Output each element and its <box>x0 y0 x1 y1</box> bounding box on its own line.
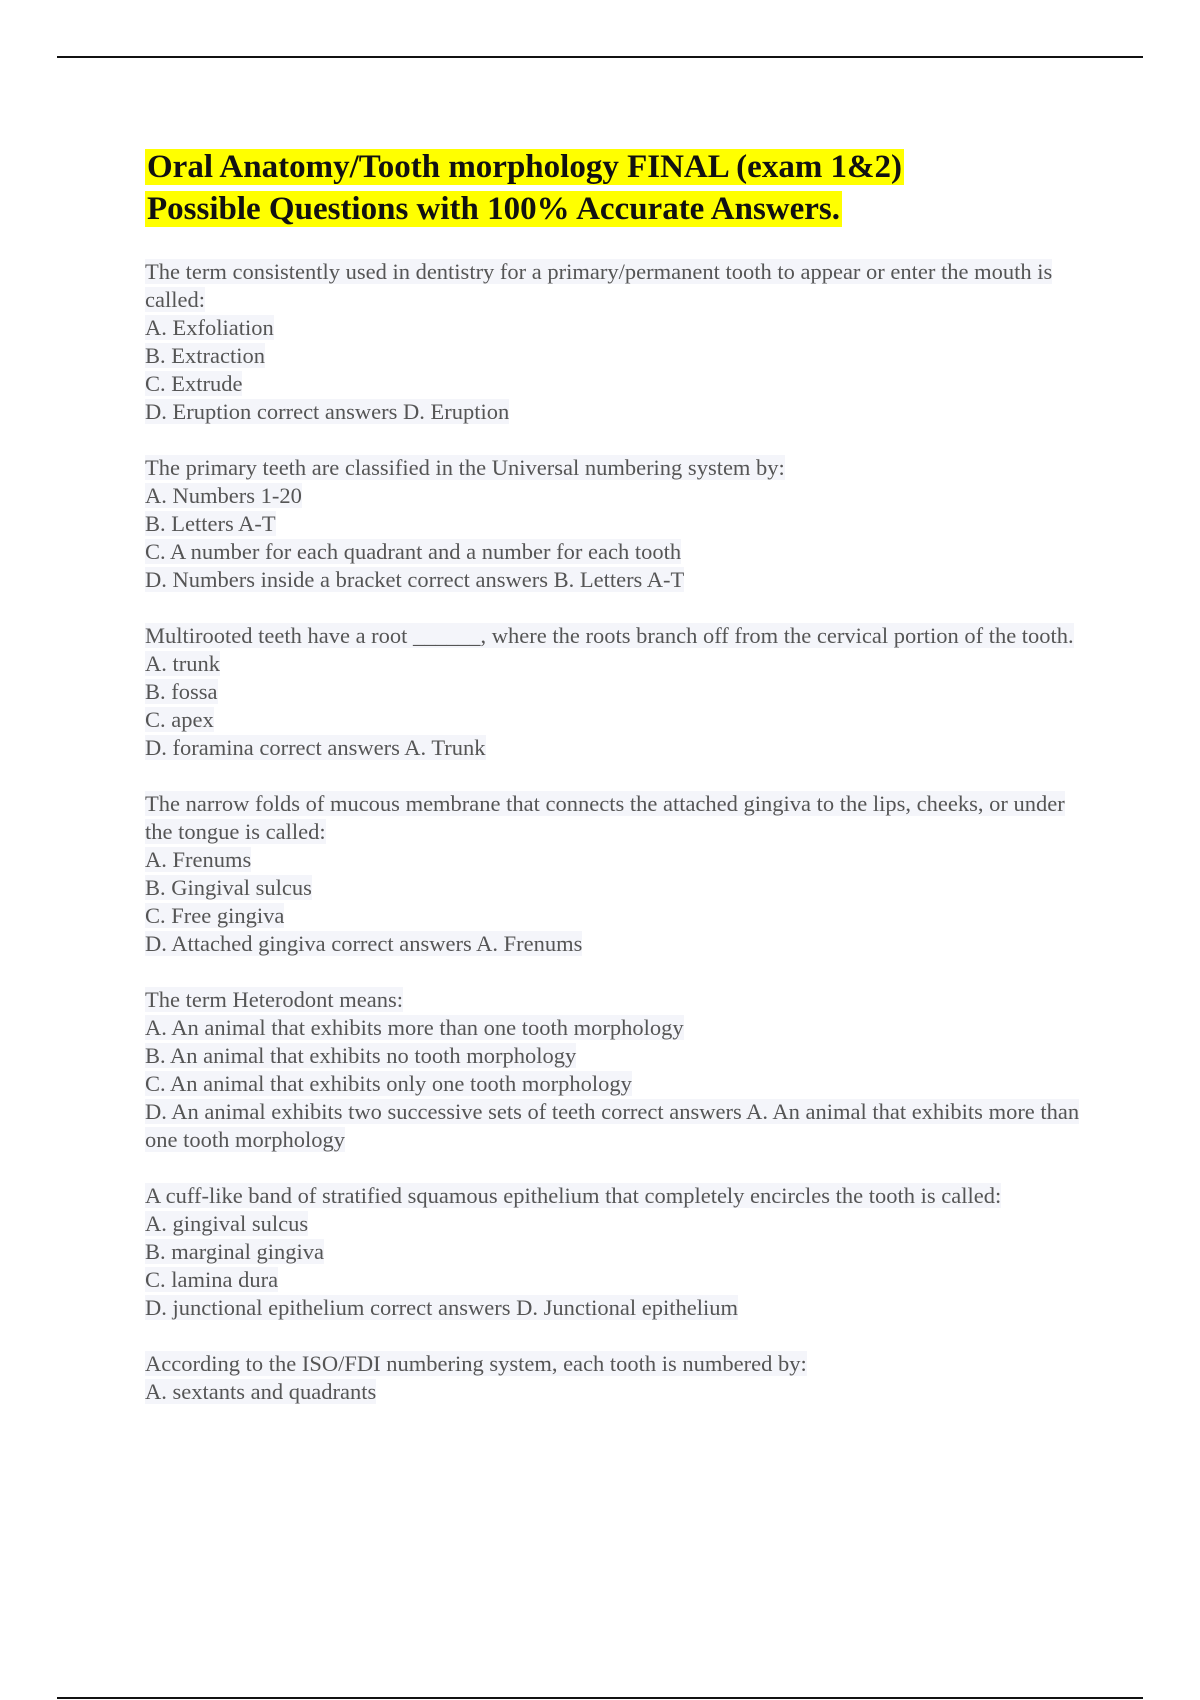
footer-rule <box>57 1697 1143 1699</box>
question-block <box>145 1350 1090 1406</box>
question-prompt: According to the ISO/FDI numbering system, each tooth is numbered by: <box>145 1351 807 1376</box>
answer-option: A. trunk <box>145 651 220 676</box>
question-block <box>145 986 1090 1154</box>
question-block <box>145 622 1090 762</box>
answer-option: C. lamina dura <box>145 1267 279 1292</box>
answer-option: C. Extrude <box>145 371 243 396</box>
answer-option: B. An animal that exhibits no tooth morphology <box>145 1043 577 1068</box>
title-line-2: Possible Questions with 100% Accurate Answers. <box>147 191 840 227</box>
answer-option-with-correct-answer: D. Attached gingiva correct answers A. Frenums <box>145 931 583 956</box>
answer-option: B. marginal gingiva <box>145 1239 324 1264</box>
answer-option-with-correct-answer: D. foramina correct answers A. Trunk <box>145 735 486 760</box>
answer-option: C. A number for each quadrant and a number for each tooth <box>145 539 682 564</box>
document-title <box>145 146 1090 230</box>
answer-option: C. apex <box>145 707 214 732</box>
question-block <box>145 454 1090 594</box>
answer-option: B. Gingival sulcus <box>145 875 312 900</box>
question-prompt: The term consistently used in dentistry for a primary/permanent tooth to appear or enter the mouth is called: <box>145 259 1053 312</box>
answer-option: A. Numbers 1-20 <box>145 483 302 508</box>
answer-option: A. An animal that exhibits more than one tooth morphology <box>145 1015 684 1040</box>
question-prompt: A cuff-like band of stratified squamous epithelium that completely encircles the tooth is called: <box>145 1183 1002 1208</box>
answer-option: C. Free gingiva <box>145 903 285 928</box>
document-body <box>145 146 1090 1434</box>
answer-option: B. Extraction <box>145 343 265 368</box>
title-line-1: Oral Anatomy/Tooth morphology FINAL (exam 1&2) <box>147 149 903 185</box>
question-block <box>145 258 1090 426</box>
answer-option-with-correct-answer: D. Numbers inside a bracket correct answers B. Letters A-T <box>145 567 685 592</box>
question-prompt: Multirooted teeth have a root ______, where the roots branch off from the cervical portion of the tooth. <box>145 623 1074 648</box>
answer-option: B. Letters A-T <box>145 511 276 536</box>
question-block <box>145 1182 1090 1322</box>
answer-option-with-correct-answer: D. Eruption correct answers D. Eruption <box>145 399 510 424</box>
answer-option: A. Frenums <box>145 847 252 872</box>
answer-option: A. gingival sulcus <box>145 1211 309 1236</box>
answer-option: A. Exfoliation <box>145 315 274 340</box>
answer-option: C. An animal that exhibits only one tooth morphology <box>145 1071 632 1096</box>
question-prompt: The primary teeth are classified in the Universal numbering system by: <box>145 455 785 480</box>
answer-option: B. fossa <box>145 679 218 704</box>
question-prompt: The narrow folds of mucous membrane that connects the attached gingiva to the lips, cheeks, or under the tongue is called: <box>145 791 1065 844</box>
question-prompt: The term Heterodont means: <box>145 987 404 1012</box>
header-rule <box>57 56 1143 58</box>
question-block <box>145 790 1090 958</box>
answer-option-with-correct-answer: D. junctional epithelium correct answers D. Junctional epithelium <box>145 1295 738 1320</box>
answer-option: A. sextants and quadrants <box>145 1379 377 1404</box>
answer-option-with-correct-answer: D. An animal exhibits two successive sets of teeth correct answers A. An animal that exhibits more than one tooth morphology <box>145 1099 1080 1152</box>
